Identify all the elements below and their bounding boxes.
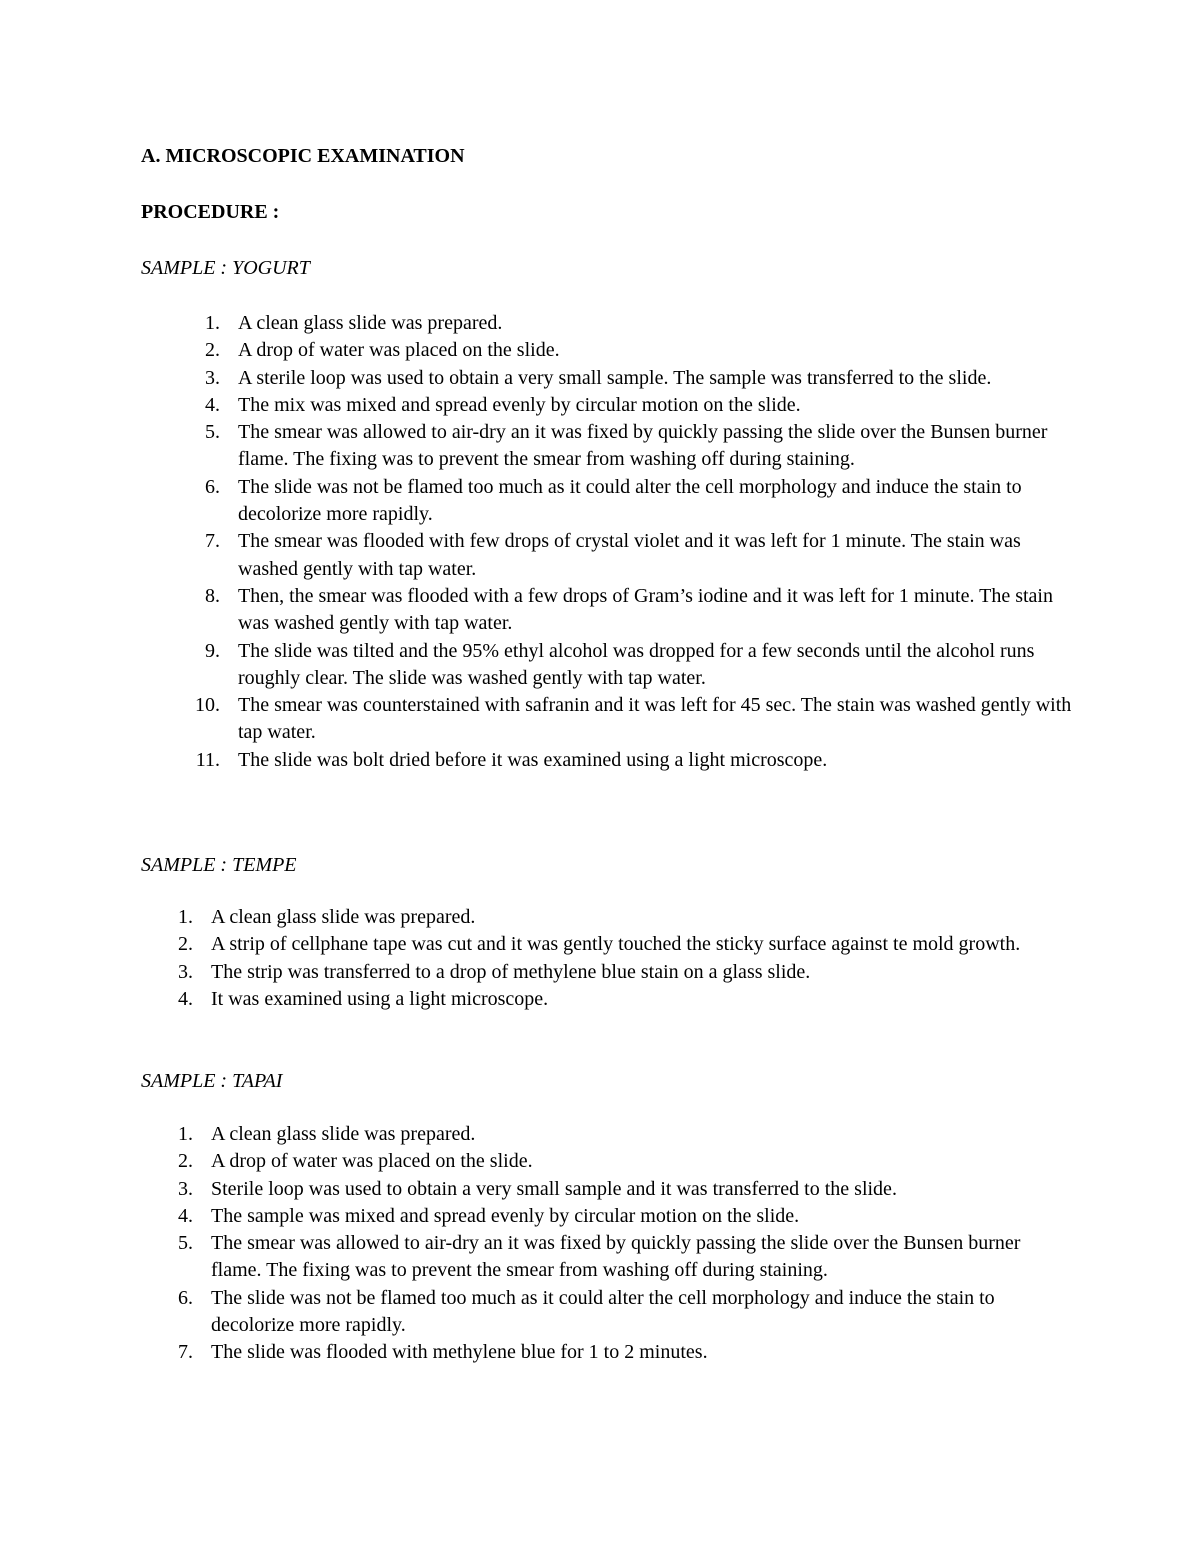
step-number: 4. (205, 393, 220, 416)
step-number: 6. (205, 475, 220, 498)
list-item (178, 1285, 1051, 1340)
list-item (178, 1203, 1051, 1230)
step-text: It was examined using a light microscope. (211, 987, 549, 1010)
step-number: 8. (205, 584, 220, 607)
step-text: The smear was counterstained with safranin and it was left for 45 sec. The stain was washed gently with tap water. (238, 694, 1072, 744)
step-number: 2. (178, 1150, 193, 1173)
list-item (178, 1121, 1051, 1148)
step-text: The slide was bolt dried before it was examined using a light microscope. (238, 748, 828, 771)
list-item (195, 692, 1073, 747)
step-number: 5. (178, 1232, 193, 1255)
step-text: A clean glass slide was prepared. (211, 906, 476, 928)
step-text: Sterile loop was used to obtain a very small sample and it was transferred to the slide. (211, 1177, 897, 1200)
list-item (178, 959, 1061, 986)
step-number: 9. (205, 639, 220, 662)
step-text: The slide was not be flamed too much as it could alter the cell morphology and induce the stain to decolorize more rapidly. (211, 1286, 995, 1337)
list-item (178, 1148, 1051, 1175)
step-number: 1. (178, 906, 193, 928)
list-item (205, 474, 1073, 529)
step-number: 3. (178, 1177, 193, 1200)
tapai-steps-list (178, 1121, 1051, 1367)
step-text: The smear was allowed to air-dry an it was fixed by quickly passing the slide over the Bunsen burner flame. The fixing was to prevent the smear from washing off during staining. (211, 1232, 1021, 1282)
list-item (205, 583, 1073, 638)
step-number: 1. (205, 312, 220, 334)
list-item (178, 904, 1061, 931)
step-text: A drop of water was placed on the slide. (211, 1150, 533, 1173)
step-number: 3. (178, 960, 193, 983)
step-text: The slide was flooded with methylene blue for 1 to 2 minutes. (211, 1341, 708, 1364)
step-text: Then, the smear was flooded with a few drops of Gram’s iodine and it was left for 1 minute. The stain was washed gently with tap water. (238, 584, 1053, 635)
list-item (205, 365, 1073, 392)
list-item (178, 986, 1061, 1013)
list-item (205, 528, 1073, 583)
list-item (178, 1339, 1051, 1366)
step-number: 2. (205, 339, 220, 362)
step-number: 4. (178, 987, 193, 1010)
list-item (178, 1176, 1051, 1203)
step-text: The mix was mixed and spread evenly by circular motion on the slide. (238, 393, 801, 416)
step-text: The sample was mixed and spread evenly by circular motion on the slide. (211, 1204, 800, 1227)
step-number: 2. (178, 933, 193, 956)
step-text: The slide was not be flamed too much as it could alter the cell morphology and induce the stain to decolorize more rapidly. (238, 475, 1022, 526)
step-number: 7. (205, 530, 220, 553)
list-item (205, 638, 1073, 693)
list-item (205, 337, 1073, 364)
list-item (205, 419, 1073, 474)
section-heading-tapai: SAMPLE : TAPAI (141, 1070, 283, 1092)
step-text: The strip was transferred to a drop of methylene blue stain on a glass slide. (211, 960, 811, 983)
list-item (205, 310, 1073, 337)
step-number: 7. (178, 1341, 193, 1364)
step-text: A strip of cellphane tape was cut and it was gently touched the sticky surface against te mold growth. (211, 933, 1021, 956)
step-text: A clean glass slide was prepared. (211, 1123, 476, 1145)
step-number: 3. (205, 366, 220, 389)
list-item (205, 392, 1073, 419)
step-text: The slide was tilted and the 95% ethyl alcohol was dropped for a few seconds until the alcohol runs roughly clear. The slide was washed gently with tap water. (238, 639, 1035, 689)
step-text: The smear was allowed to air-dry an it was fixed by quickly passing the slide over the Bunsen burner flame. The fixing was to prevent the smear from washing off during staining. (238, 421, 1048, 471)
document-title: A. MICROSCOPIC EXAMINATION (141, 145, 465, 167)
step-number: 10. (195, 694, 220, 717)
tempe-steps-list (178, 904, 1061, 1013)
step-number: 1. (178, 1123, 193, 1145)
section-heading-tempe: SAMPLE : TEMPE (141, 854, 297, 876)
procedure-heading: PROCEDURE : (141, 201, 280, 223)
list-item (178, 1230, 1051, 1285)
section-heading-yogurt: SAMPLE : YOGURT (141, 257, 310, 279)
step-text: A clean glass slide was prepared. (238, 312, 503, 334)
list-item (178, 931, 1061, 958)
step-number: 11. (195, 748, 220, 771)
step-text: The smear was flooded with few drops of crystal violet and it was left for 1 minute. The stain was washed gently with tap water. (238, 530, 1021, 580)
step-number: 5. (205, 421, 220, 444)
step-number: 4. (178, 1204, 193, 1227)
yogurt-steps-list (195, 310, 1073, 774)
step-text: A sterile loop was used to obtain a very small sample. The sample was transferred to the slide. (238, 366, 992, 389)
step-text: A drop of water was placed on the slide. (238, 339, 560, 362)
step-number: 6. (178, 1286, 193, 1309)
list-item (195, 747, 1073, 774)
